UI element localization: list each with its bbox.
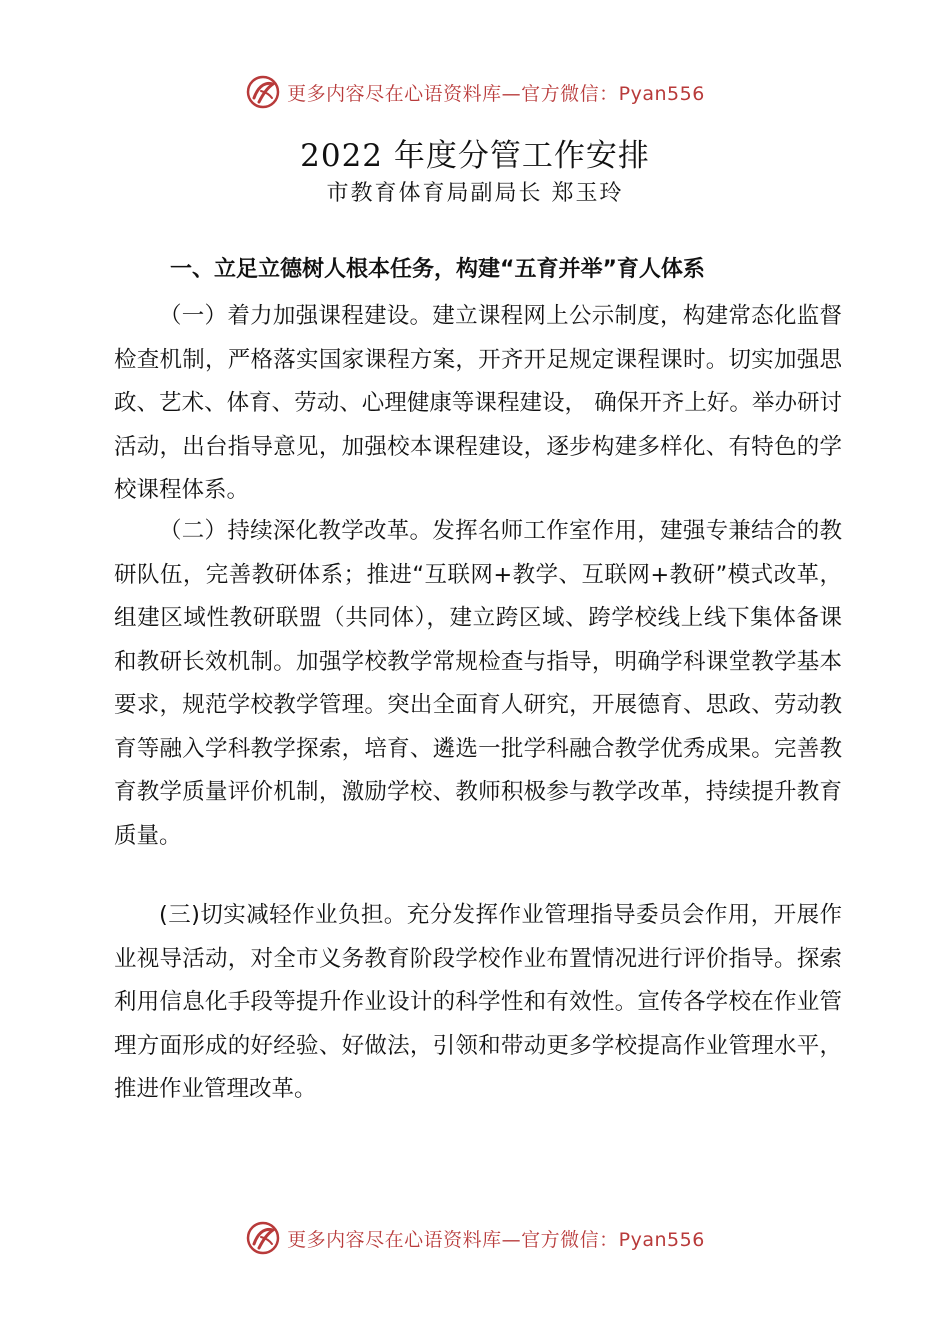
watermark-logo-icon bbox=[245, 74, 281, 110]
watermark-text: 更多内容尽在心语资料库—官方微信：Pyan556 bbox=[287, 82, 705, 105]
paragraph-text: (三)切实减轻作业负担。充分发挥作业管理指导委员会作用，开展作业视导活动，对全市义务教育阶段学校作业布置情况进行评价指导。探索利用信息化手段等提升作业设计的科学性和有效性。宣传各学校在作业管理方面形成的好经验、好做法，引领和带动更多学校提高作业管理水平，推进作业管理改革。 bbox=[114, 902, 842, 1102]
document-author: 市教育体育局副局长 郑玉玲 bbox=[326, 181, 624, 206]
watermark-logo-icon bbox=[245, 1220, 281, 1256]
paragraph-text: （一）着力加强课程建设。建立课程网上公示制度，构建常态化监督检查机制，严格落实国家课程方案，开齐开足规定课程课时。切实加强思政、艺术、体育、劳动、心理健康等课程建设， 确保开齐上好。举办研讨活动，出台指导意见，加强校本课程建设，逐步构建多样化、有特色的学校课程体系。 bbox=[114, 303, 842, 503]
paragraph-teaching-reform bbox=[114, 510, 842, 858]
document-title: 2022 年度分管工作安排 bbox=[300, 138, 650, 174]
watermark-text: 更多内容尽在心语资料库—官方微信：Pyan556 bbox=[287, 1228, 705, 1251]
watermark-footer bbox=[0, 1216, 950, 1260]
paragraph-course-construction bbox=[114, 295, 842, 513]
paragraph-homework-burden bbox=[114, 894, 842, 1112]
section-heading: 一、立足立德树人根本任务，构建“五育并举”育人体系 bbox=[170, 257, 705, 282]
watermark-header bbox=[0, 70, 950, 114]
paragraph-text: （二）持续深化教学改革。发挥名师工作室作用，建强专兼结合的教研队伍，完善教研体系；推进“互联网+教学、互联网+教研”模式改革，组建区域性教研联盟（共同体），建立跨区域、跨学校线上线下集体备课和教研长效机制。加强学校教学常规检查与指导，明确学科课堂教学基本要求，规范学校教学管理。突出全面育人研究，开展德育、思政、劳动教育等融入学科教学探索，培育、遴选一批学科融合教学优秀成果。完善教育教学质量评价机制，激励学校、教师积极参与教学改革，持续提升教育质量。 bbox=[114, 518, 842, 849]
